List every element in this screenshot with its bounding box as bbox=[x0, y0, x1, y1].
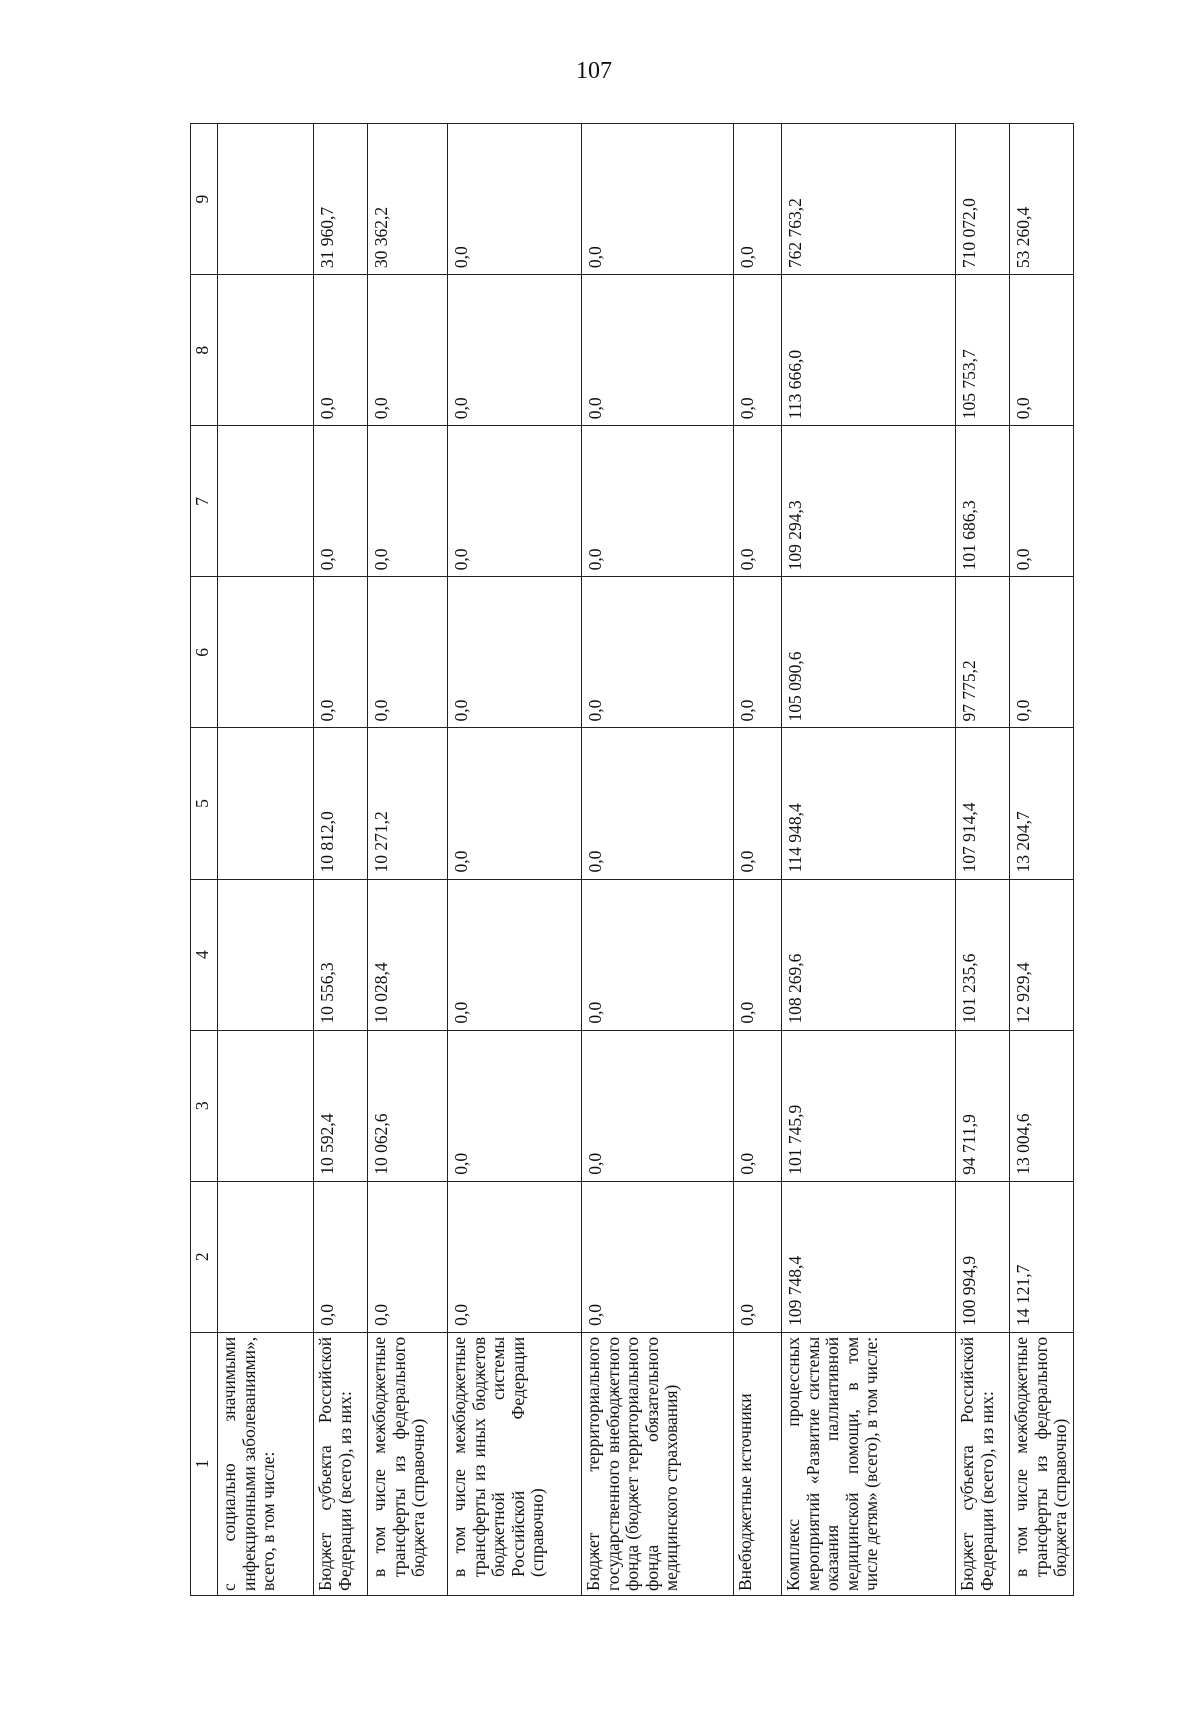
column-header-4: 4 bbox=[191, 879, 218, 1030]
table-cell bbox=[218, 1030, 314, 1181]
table-cell: 101 686,3 bbox=[956, 426, 1010, 577]
table-cell: 0,0 bbox=[448, 426, 582, 577]
table-cell: 31 960,7 bbox=[314, 124, 368, 275]
table-cell: 762 763,2 bbox=[782, 124, 956, 275]
table-cell: 0,0 bbox=[448, 1030, 582, 1181]
table-cell: 0,0 bbox=[448, 728, 582, 879]
table-cell: 30 362,2 bbox=[368, 124, 448, 275]
column-header-2: 2 bbox=[191, 1181, 218, 1332]
table-cell: 0,0 bbox=[734, 577, 782, 728]
row-label: в том числе межбюджетные трансферты из иных бюджетов бюджетной системы Российской Федерации (справочно) bbox=[448, 1332, 582, 1595]
table-row bbox=[956, 124, 1010, 1596]
table-cell: 101 745,9 bbox=[782, 1030, 956, 1181]
table-cell bbox=[218, 426, 314, 577]
table-cell: 0,0 bbox=[314, 1181, 368, 1332]
table-cell: 10 271,2 bbox=[368, 728, 448, 879]
rotated-table-wrapper bbox=[190, 123, 1071, 1596]
column-header-5: 5 bbox=[191, 728, 218, 879]
table-row bbox=[314, 124, 368, 1596]
table-cell: 13 004,6 bbox=[1010, 1030, 1074, 1181]
budget-table bbox=[190, 123, 1074, 1596]
table-cell: 0,0 bbox=[582, 124, 734, 275]
table-cell: 0,0 bbox=[368, 275, 448, 426]
table-cell: 10 028,4 bbox=[368, 879, 448, 1030]
table-cell: 710 072,0 bbox=[956, 124, 1010, 275]
table-cell: 0,0 bbox=[314, 275, 368, 426]
table-cell: 0,0 bbox=[734, 426, 782, 577]
table-cell: 53 260,4 bbox=[1010, 124, 1074, 275]
column-header-8: 8 bbox=[191, 275, 218, 426]
table-row bbox=[1010, 124, 1074, 1596]
table-row bbox=[448, 124, 582, 1596]
column-header-1: 1 bbox=[191, 1332, 218, 1595]
table-row bbox=[368, 124, 448, 1596]
table-cell: 0,0 bbox=[582, 879, 734, 1030]
column-header-3: 3 bbox=[191, 1030, 218, 1181]
table-cell: 0,0 bbox=[448, 124, 582, 275]
table-cell: 0,0 bbox=[368, 1181, 448, 1332]
table-cell: 0,0 bbox=[448, 275, 582, 426]
table-cell: 0,0 bbox=[368, 577, 448, 728]
table-cell: 0,0 bbox=[582, 1030, 734, 1181]
row-label: в том числе межбюджетные трансферты из федерального бюджета (справочно) bbox=[1010, 1332, 1074, 1595]
row-label: в том числе межбюджетные трансферты из федерального бюджета (справочно) bbox=[368, 1332, 448, 1595]
table-row bbox=[218, 124, 314, 1596]
table-row bbox=[582, 124, 734, 1596]
table-cell: 0,0 bbox=[1010, 426, 1074, 577]
table-header-row bbox=[191, 124, 218, 1596]
table-cell: 14 121,7 bbox=[1010, 1181, 1074, 1332]
table-cell bbox=[218, 275, 314, 426]
table-cell: 10 062,6 bbox=[368, 1030, 448, 1181]
table-cell bbox=[218, 124, 314, 275]
table-cell: 0,0 bbox=[582, 426, 734, 577]
table-cell: 0,0 bbox=[582, 1181, 734, 1332]
row-label: Комплекс процессных мероприятий «Развитие системы оказания паллиативной медицинской помощи, в том числе детям» (всего), в том числе: bbox=[782, 1332, 956, 1595]
column-header-6: 6 bbox=[191, 577, 218, 728]
table-cell: 0,0 bbox=[1010, 577, 1074, 728]
table-cell: 0,0 bbox=[582, 728, 734, 879]
table-cell: 0,0 bbox=[368, 426, 448, 577]
row-label: Бюджет территориального государственного внебюджетного фонда (бюджет территориального фонда обязательного медицинского страхования) bbox=[582, 1332, 734, 1595]
column-header-7: 7 bbox=[191, 426, 218, 577]
row-label: Бюджет субъекта Российской Федерации (всего), из них: bbox=[314, 1332, 368, 1595]
table-cell: 100 994,9 bbox=[956, 1181, 1010, 1332]
table-row bbox=[734, 124, 782, 1596]
table-cell: 12 929,4 bbox=[1010, 879, 1074, 1030]
table-cell: 0,0 bbox=[734, 1030, 782, 1181]
table-cell: 97 775,2 bbox=[956, 577, 1010, 728]
table-cell: 0,0 bbox=[734, 275, 782, 426]
table-cell bbox=[218, 1181, 314, 1332]
table-cell: 101 235,6 bbox=[956, 879, 1010, 1030]
table-cell bbox=[218, 577, 314, 728]
table-cell: 109 294,3 bbox=[782, 426, 956, 577]
table-cell: 10 556,3 bbox=[314, 879, 368, 1030]
table-cell: 0,0 bbox=[448, 577, 582, 728]
table-cell: 0,0 bbox=[314, 577, 368, 728]
table-cell: 0,0 bbox=[734, 879, 782, 1030]
row-label: с социально значимыми инфекционными заболеваниями», всего, в том числе: bbox=[218, 1332, 314, 1595]
rotated-table-container bbox=[190, 123, 1071, 1596]
table-cell: 105 090,6 bbox=[782, 577, 956, 728]
table-cell bbox=[218, 879, 314, 1030]
table-row bbox=[782, 124, 956, 1596]
row-label: Бюджет субъекта Российской Федерации (всего), из них: bbox=[956, 1332, 1010, 1595]
table-cell: 94 711,9 bbox=[956, 1030, 1010, 1181]
table-cell: 0,0 bbox=[582, 275, 734, 426]
table-cell: 0,0 bbox=[734, 1181, 782, 1332]
table-cell: 108 269,6 bbox=[782, 879, 956, 1030]
column-header-9: 9 bbox=[191, 124, 218, 275]
table-cell: 107 914,4 bbox=[956, 728, 1010, 879]
table-cell: 114 948,4 bbox=[782, 728, 956, 879]
page-number: 107 bbox=[576, 58, 612, 84]
table-cell: 0,0 bbox=[314, 426, 368, 577]
table-cell: 0,0 bbox=[734, 728, 782, 879]
table-cell: 0,0 bbox=[448, 1181, 582, 1332]
table-cell: 10 812,0 bbox=[314, 728, 368, 879]
table-cell: 0,0 bbox=[1010, 275, 1074, 426]
table-cell: 113 666,0 bbox=[782, 275, 956, 426]
table-cell: 0,0 bbox=[582, 577, 734, 728]
table-cell: 10 592,4 bbox=[314, 1030, 368, 1181]
table-cell: 105 753,7 bbox=[956, 275, 1010, 426]
row-label: Внебюджетные источники bbox=[734, 1332, 782, 1595]
table-cell: 13 204,7 bbox=[1010, 728, 1074, 879]
table-cell: 109 748,4 bbox=[782, 1181, 956, 1332]
table-cell bbox=[218, 728, 314, 879]
table-cell: 0,0 bbox=[734, 124, 782, 275]
table-cell: 0,0 bbox=[448, 879, 582, 1030]
